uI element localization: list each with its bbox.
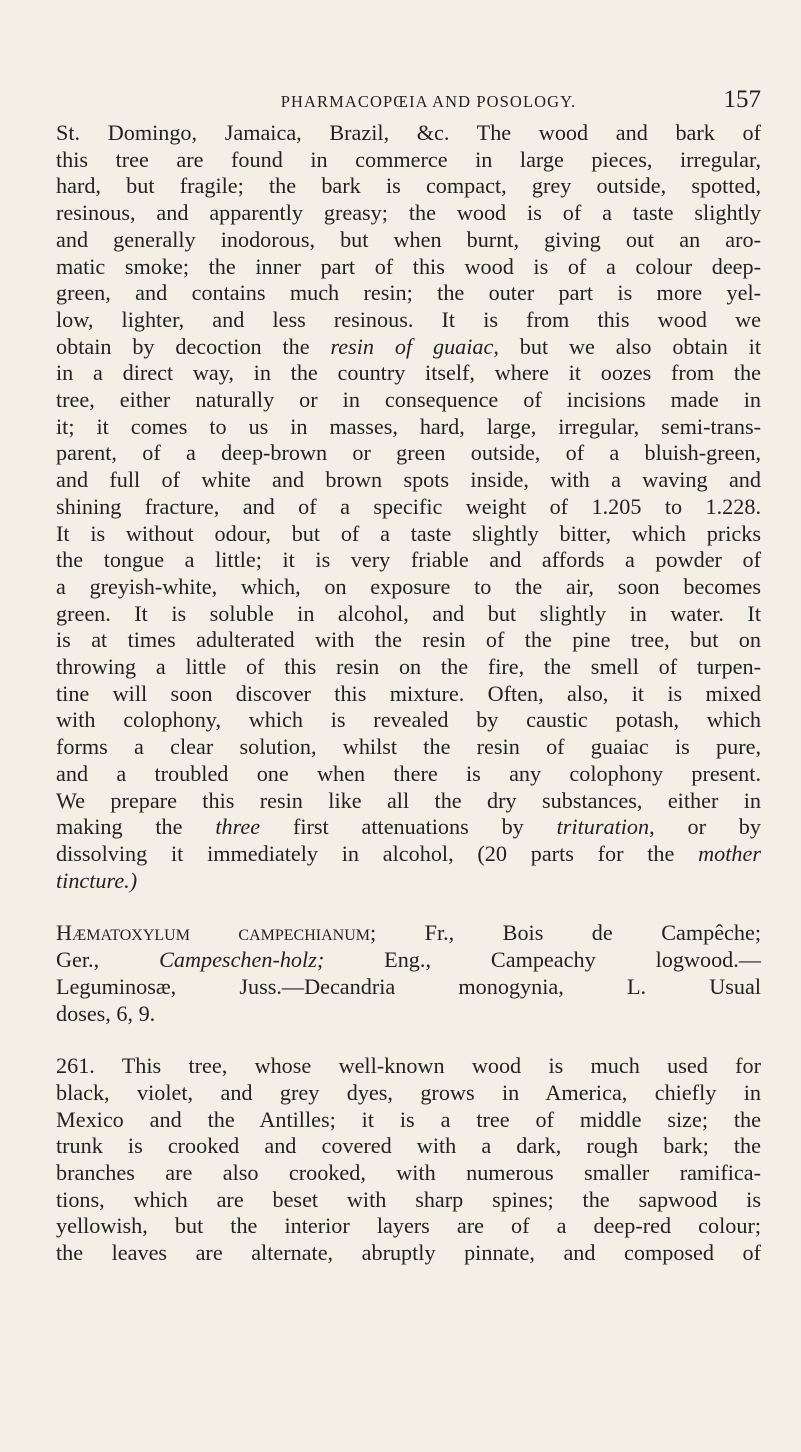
paragraph-gap bbox=[56, 894, 761, 920]
text-line: It is without odour, but of a taste slightly bitter, which pricks bbox=[56, 520, 761, 546]
paragraph-261 bbox=[56, 1053, 761, 1267]
text-line: is at times adulterated with the resin of the pine tree, but on bbox=[56, 627, 761, 653]
text-run: Eng., Campeachy logwood.— bbox=[324, 947, 761, 973]
text-line bbox=[56, 947, 761, 974]
text-line: hard, but fragile; the bark is compact, grey outside, spotted, bbox=[56, 173, 761, 199]
text-line: tree, either naturally or in consequence of incisions made in bbox=[56, 387, 761, 413]
entry-heading-haematoxylum bbox=[56, 920, 761, 1027]
text-line: low, lighter, and less resinous. It is from this wood we bbox=[56, 306, 761, 332]
text-line: the leaves are alternate, abruptly pinnate, and composed of bbox=[56, 1240, 761, 1266]
text-line bbox=[56, 920, 761, 947]
text-line: We prepare this resin like all the dry substances, either in bbox=[56, 787, 761, 813]
text-line: tine will soon discover this mixture. Often, also, it is mixed bbox=[56, 680, 761, 706]
text-line bbox=[56, 841, 761, 868]
paragraph-gap bbox=[56, 1027, 761, 1053]
text-line: green, and contains much resin; the outer part is more yel- bbox=[56, 280, 761, 306]
page-number: 157 bbox=[723, 86, 761, 113]
text-line: green. It is soluble in alcohol, and but slightly in water. It bbox=[56, 600, 761, 626]
italic-term: Campeschen-holz; bbox=[159, 947, 325, 973]
text-run: first attenuations by bbox=[260, 814, 557, 840]
text-line: shining fracture, and of a specific weight of 1.205 to 1.228. bbox=[56, 493, 761, 519]
text-line: resinous, and apparently greasy; the wood is of a taste slightly bbox=[56, 200, 761, 226]
text-line: parent, of a deep-brown or green outside, of a bluish-green, bbox=[56, 440, 761, 466]
text-line: throwing a little of this resin on the fire, the smell of turpen- bbox=[56, 654, 761, 680]
text-line: the tongue a little; it is very friable and affords a powder of bbox=[56, 547, 761, 573]
text-line: a greyish-white, which, on exposure to the air, soon becomes bbox=[56, 573, 761, 599]
italic-term: resin of guaiac bbox=[330, 333, 494, 359]
italic-term: three bbox=[215, 814, 261, 840]
text-run: , but we also obtain it bbox=[493, 333, 761, 359]
text-run: ; Fr., Bois de Campêche; bbox=[369, 920, 761, 946]
italic-term: tincture.) bbox=[56, 867, 138, 893]
text-line: Mexico and the Antilles; it is a tree of middle size; the bbox=[56, 1106, 761, 1132]
text-line: it; it comes to us in masses, hard, large, irregular, semi-trans- bbox=[56, 413, 761, 439]
text-run: dissolving it immediately in alcohol, (20 parts for the bbox=[56, 840, 699, 866]
text-line: black, violet, and grey dyes, grows in America, chiefly in bbox=[56, 1079, 761, 1105]
text-line: tions, which are beset with sharp spines; the sapwood is bbox=[56, 1186, 761, 1212]
running-head bbox=[56, 86, 761, 120]
text-run: obtain by decoction the bbox=[56, 333, 331, 359]
text-line: matic smoke; the inner part of this wood is of a colour deep- bbox=[56, 253, 761, 279]
text-line: branches are also crooked, with numerous smaller ramifica- bbox=[56, 1160, 761, 1186]
text-line: with colophony, which is revealed by caustic potash, which bbox=[56, 707, 761, 733]
text-run: making the bbox=[56, 814, 216, 840]
text-line: and full of white and brown spots inside, with a waving and bbox=[56, 467, 761, 493]
text-line bbox=[56, 868, 761, 895]
text-line bbox=[56, 334, 761, 361]
text-line: 261. This tree, whose well-known wood is much used for bbox=[56, 1053, 761, 1079]
text-line: St. Domingo, Jamaica, Brazil, &c. The wood and bark of bbox=[56, 120, 761, 145]
running-title: PHARMACOPŒIA AND POSOLOGY. bbox=[280, 92, 577, 111]
text-line: and generally inodorous, but when burnt, giving out an aro- bbox=[56, 226, 761, 252]
text-line bbox=[56, 814, 761, 841]
paragraph-guaiac bbox=[56, 120, 761, 894]
text-line: in a direct way, in the country itself, where it oozes from the bbox=[56, 360, 761, 386]
italic-term: trituration bbox=[556, 814, 650, 840]
text-line: doses, 6, 9. bbox=[56, 1000, 156, 1026]
entry-name: Hæmatoxylum campechianum bbox=[56, 920, 370, 946]
text-line: trunk is crooked and covered with a dark, rough bark; the bbox=[56, 1133, 761, 1159]
text-line: this tree are found in commerce in large pieces, irregular, bbox=[56, 146, 761, 172]
text-line: forms a clear solution, whilst the resin of guaiac is pure, bbox=[56, 734, 761, 760]
text-line: and a troubled one when there is any colophony present. bbox=[56, 760, 761, 786]
text-line: Leguminosæ, Juss.—Decandria monogynia, L. Usual bbox=[56, 973, 761, 999]
italic-term: mother bbox=[698, 840, 761, 866]
text-line: yellowish, but the interior layers are of a deep-red colour; bbox=[56, 1213, 761, 1239]
text-run: , or by bbox=[649, 814, 761, 840]
text-run: Ger., bbox=[56, 947, 160, 973]
